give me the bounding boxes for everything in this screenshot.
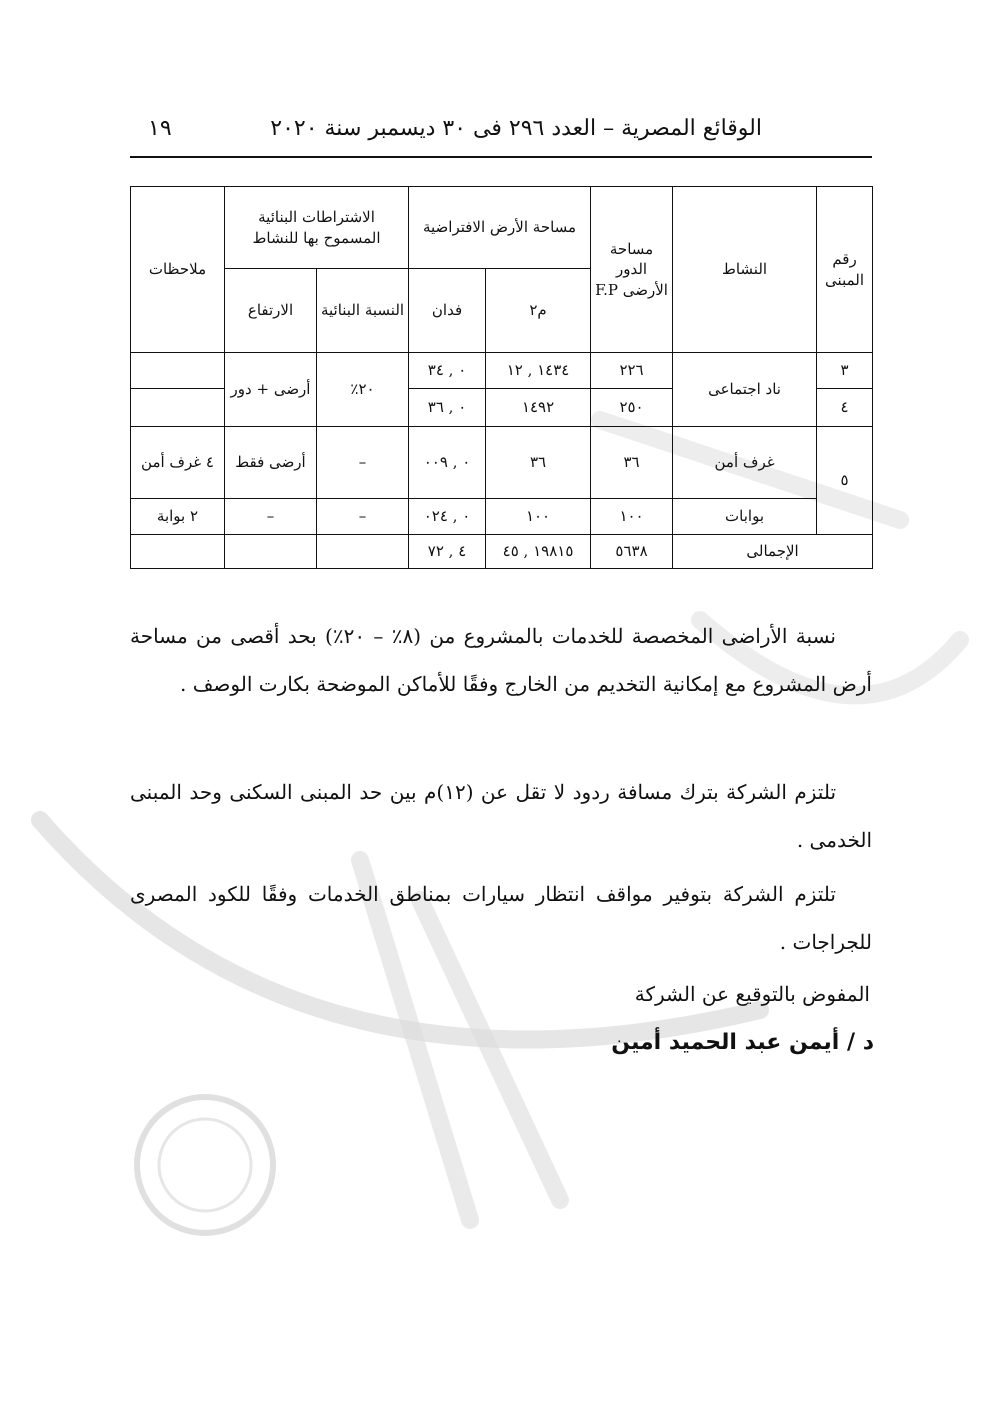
page-number: ١٩ — [148, 116, 172, 141]
gazette-title: الوقائع المصرية – العدد ٢٩٦ فى ٣٠ ديسمبر سنة ٢٠٢٠ — [270, 116, 762, 141]
table-row — [131, 427, 873, 499]
cell-activity: غرف أمن — [673, 427, 817, 499]
cell-feddan: ٠ , ٠٢٤ — [409, 499, 486, 535]
cell-total-feddan: ٤ , ٧٢ — [409, 535, 486, 569]
cell-notes — [131, 389, 225, 427]
cell-fp: ١٠٠ — [591, 499, 673, 535]
cell-m2: ٣٦ — [486, 427, 591, 499]
paragraph-services-ratio: نسبة الأراضى المخصصة للخدمات بالمشروع من (٨٪ – ٢٠٪) بحد أقصى من مساحة أرض المشروع مع إمكانية التخديم من الخارج وفقًا للأماكن الموضحة بكارت الوصف . — [130, 624, 872, 696]
cell-total-label: الإجمالى — [673, 535, 873, 569]
cell-empty — [225, 535, 317, 569]
cell-fp: ٢٥٠ — [591, 389, 673, 427]
cell-height: أرضى فقط — [225, 427, 317, 499]
cell-empty — [317, 535, 409, 569]
signatory-name: د / أيمن عبد الحميد أمين — [611, 1030, 874, 1055]
cell-building-no: ٤ — [817, 389, 873, 427]
header-notes: ملاحظات — [131, 187, 225, 353]
paragraph-parking: تلتزم الشركة بتوفير مواقف انتظار سيارات بمناطق الخدمات وفقًا للكود المصرى للجراجات . — [130, 882, 872, 954]
cell-total-fp: ٥٦٣٨ — [591, 535, 673, 569]
paragraph-setback: تلتزم الشركة بترك مسافة ردود لا تقل عن (١٢)م بين حد المبنى السكنى وحد المبنى الخدمى . — [130, 780, 872, 852]
header-land-area: مساحة الأرض الافتراضية — [409, 187, 591, 269]
cell-building-no: ٥ — [817, 427, 873, 535]
cell-notes: ٢ بوابة — [131, 499, 225, 535]
table-row — [131, 353, 873, 389]
cell-building-no: ٣ — [817, 353, 873, 389]
signature-label: المفوض بالتوقيع عن الشركة — [634, 982, 870, 1006]
cell-ratio: – — [317, 427, 409, 499]
cell-empty — [131, 535, 225, 569]
header-building-no: رقم المبنى — [817, 187, 873, 353]
cell-fp: ٢٢٦ — [591, 353, 673, 389]
table-row — [131, 499, 873, 535]
cell-notes — [131, 353, 225, 389]
cell-height: أرضى + دور — [225, 353, 317, 427]
cell-height: – — [225, 499, 317, 535]
cell-feddan: ٠ , ٣٤ — [409, 353, 486, 389]
cell-m2: ١٠٠ — [486, 499, 591, 535]
header-activity: النشاط — [673, 187, 817, 353]
cell-activity: بوابات — [673, 499, 817, 535]
cell-feddan: ٠ , ٠٠٩ — [409, 427, 486, 499]
header-feddan: فدان — [409, 269, 486, 353]
header-m2: م٢ — [486, 269, 591, 353]
cell-fp: ٣٦ — [591, 427, 673, 499]
buildings-table — [130, 186, 873, 569]
cell-activity: ناد اجتماعى — [673, 353, 817, 427]
page-header — [130, 112, 872, 158]
cell-ratio: ٢٠٪ — [317, 353, 409, 427]
cell-notes: ٤ غرف أمن — [131, 427, 225, 499]
total-row — [131, 535, 873, 569]
cell-ratio: – — [317, 499, 409, 535]
header-height: الارتفاع — [225, 269, 317, 353]
cell-total-m2: ١٩٨١٥ , ٤٥ — [486, 535, 591, 569]
header-building-ratio: النسبة البنائية — [317, 269, 409, 353]
header-ground-floor-area: مساحة الدور الأرضى F.P — [591, 187, 673, 353]
cell-feddan: ٠ , ٣٦ — [409, 389, 486, 427]
header-building-requirements: الاشتراطات البنائية المسموح بها للنشاط — [225, 187, 409, 269]
cell-m2: ١٤٩٢ — [486, 389, 591, 427]
cell-m2: ١٤٣٤ , ١٢ — [486, 353, 591, 389]
